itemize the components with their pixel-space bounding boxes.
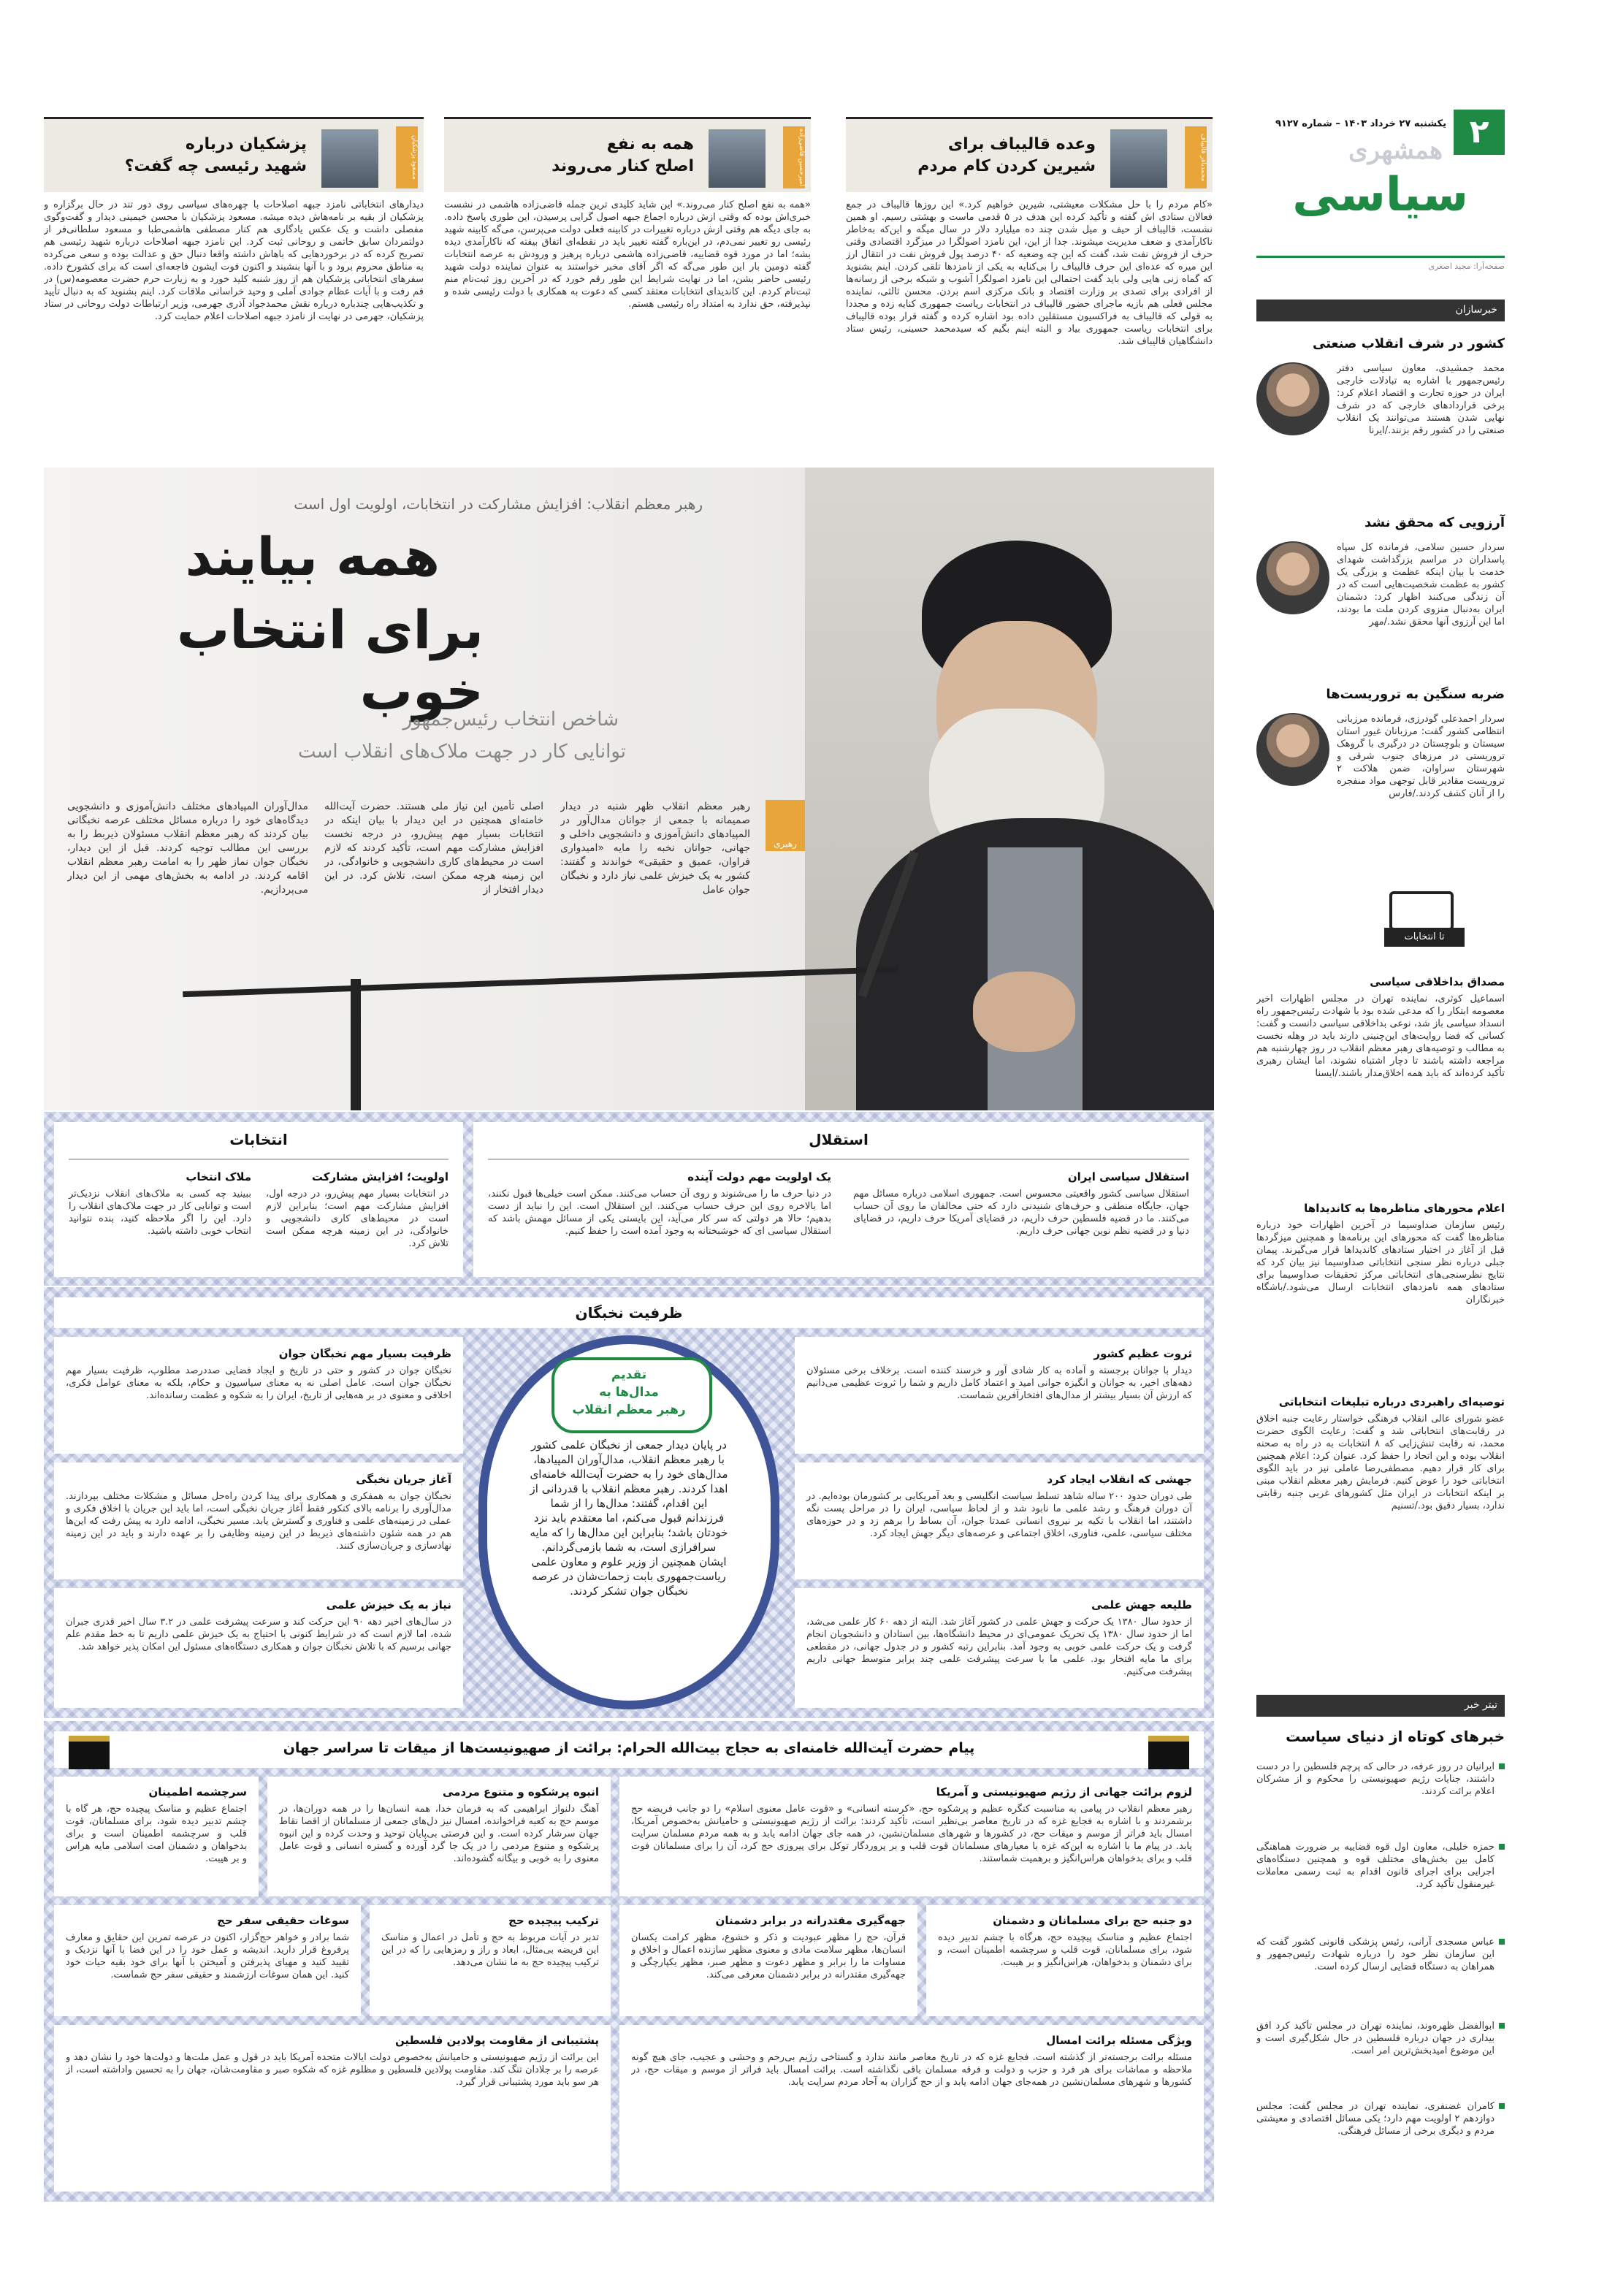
- elite-right-section-1: [795, 1337, 1204, 1454]
- elections-rule: [69, 1159, 448, 1160]
- election-item-body: رئیس سازمان صداوسیما در آخرین اظهارات خود درباره مناظره‌ها گفت که محورهای این برنامه‌ها و همچنین میزگردها قبل از آغاز در اختیار ستادهای کاندیداها قرار می‌گیرند. پیمان جبلی درباره نظر سنجی انتخاباتی صداوسیما نیز بیان کرد که نتایج نظرسنجی‌های انتخاباتی مرکز تحقیقات صداوسیما برای ستادهای همه نامزدهای انتخابات ارسال می‌شود./باشگاه خبرنگاران: [1256, 1220, 1505, 1305]
- feature-kicker: رهبر معظم انقلاب: افزایش مشارکت در انتخابات، اولویت اول است: [294, 495, 703, 513]
- medallion-body: در پایان دیدار جمعی از نخبگان علمی کشور با رهبر معظم انقلاب، مدال‌آوران المپیادها، مدال‌های خود را به حضرت آیت‌الله خامنه‌ای اهدا کردند. رهبر معظم انقلاب با قدردانی از این اقدام، گفتند: مدال‌ها را از شما فرزندانم قبول می‌کنم، اما معتقدم باید نزد خودتان باشد؛ بنابراین این مدال‌ها را که مایه سرافرازی است، به شما بازمی‌گردانم. ایشان همچنین از وزیر علوم و معاون علمی ریاست‌جمهوری بابت زحمات‌شان در عرصه نخبگان جوان تشکر کردند.: [530, 1438, 728, 1598]
- box-hajj-message: [44, 1721, 1214, 2202]
- medallion-title-line2: مدال‌ها به: [599, 1385, 659, 1400]
- section-title: سوغات حقیقی سفر حج: [217, 1914, 349, 1927]
- feature-headline-line1: همه بیایند: [185, 526, 440, 587]
- section-body: طی دوران حدود ۲۰۰ ساله شاهد تسلط سیاست انگلیسی و بعد آمریکایی بر کشورمان بوده‌ایم. در آن دوران فرهنگ و رشد علمی ما نابود شد و از لحاظ سیاسی، ایران را در مراحل پست نگه داشتند، اما انقلاب با تکیه بر نیروی انسانی عمدتا جوان، آن بساط را برهم زد و در حوزه‌های مختلف سیاسی، علمی، فناوری، اخلاق اجتماعی و عرصه‌های دیگر جهش ایجاد کرد.: [806, 1491, 1192, 1539]
- tweet-item-1: [1256, 1761, 1505, 1837]
- tweet-body: ایرانیان در روز عرفه، در حالی که پرچم فلسطین را در دست داشتند، جنایات رژیم صهیونیستی را محکوم و از مشرکان اعلام برائت کردند.: [1256, 1761, 1495, 1797]
- election-item-1: [1256, 975, 1505, 1194]
- section-body: نخبگان جوان در کشور و حتی در تاریخ و ایجاد فضایی صددرصد مطلوب، ظرفیت بسیار مهم نخبگان جوان است. عامل اصلی نه به معنای سیاسیون و حکام، بلکه به معنای عوامل فکری، اخلاقی و معنوی در بر هه‌هایی از تاریخ، ایران را به شکوه و عظمت رسانده‌اند.: [66, 1365, 451, 1401]
- independence-rule: [488, 1159, 1189, 1160]
- column-tag: محمدباقر قالیباف: [1185, 126, 1207, 188]
- section-title: ویژگی مسئله برائت امسال: [1046, 2034, 1192, 2047]
- elite-left-section-1: [54, 1337, 463, 1454]
- section-participation: [266, 1170, 448, 1250]
- section-selection-criteria: [69, 1170, 251, 1237]
- tweet-item-2: [1256, 1841, 1505, 1929]
- feature-body-col1: رهبر معظم انقلاب ظهر شنبه در دیدار صمیمانه با جمعی از جوانان مدال‌آور در المپیادهای دانش‌آموزی و دانشجویی داخلی و جهانی، جوانان نخبه را مایه «امیدواری فراوان، عمیق و حقیقی» خواندند و گفتند: کشور به یک خیزش علمی نیاز دارد و نخبگان جوان عامل: [560, 801, 750, 896]
- news-item-photo: [1256, 713, 1329, 786]
- election-badge: [1256, 884, 1505, 957]
- section-body: از حدود سال ۱۳۸۰ یک حرکت و جهش علمی در کشور آغاز شد. البته از دهه ۶۰ کار علمی می‌شد، اما از حدود سال ۱۳۸۰ یک تحریک عمومی‌ای در محیط دانشگاه‌ها، بین استادان و دانشجویان انجام گرفت و یک حرکت علمی خوبی به وجود آمد. بنابراین رتبه کشور و در جدول جهانی، در مقطعی برای ما مایه افتخار بود. علمی ما با سرعت پیشرفت علمی چند برابر متوسط جهانی داریم پیشرفت می‌کنیم.: [806, 1617, 1193, 1677]
- box-elections-independence: [44, 1112, 1214, 1286]
- section-body: آهنگ دلنواز ابراهیمی که به فرمان خدا، همه انسان‌ها را در همه دوران‌ها، در موسم حج به کعبه فراخوانده، امسال نیز دل‌های جمعی از مسلمانان از اقصا نقاط جهان سرشار کرده است. و این فرصتی بی‌پایان توحید و وحدت کرده و این انبوه پرشکوه و متنوع مردمی را در یک جا گرد آورده و گستره انسانی و قوت عامل معنوی را به خوبی و بیگانه گشوده‌اند.: [279, 1804, 599, 1864]
- medallion-title-line3: رهبر معظم انقلاب: [572, 1403, 686, 1417]
- box-elite-capacity: [44, 1287, 1214, 1718]
- independence-title: استقلال: [809, 1131, 869, 1148]
- section-content: [66, 1785, 247, 1891]
- section-title: طلیعه جهش علمی: [1091, 1598, 1192, 1612]
- editor-credit: صفحه‌آرا: مجید اصغری: [1428, 262, 1505, 271]
- section-body: اجتماع عظیم و مناسک پیچیده حج، هر گاه با چشم تدبیر دیده شود، برای مسلمانان، قوت قلب و سرچشمه اطمینان است و برای بدخواهان و دشمنان امت اسلامی مایه هراس و بر هیبت.: [66, 1804, 247, 1864]
- microphone-base: [351, 979, 361, 1110]
- bullet-icon: [1499, 2023, 1505, 2029]
- kaaba-icon: [69, 1736, 110, 1769]
- elite-title-bar: [54, 1297, 1204, 1328]
- section-content: [66, 1598, 451, 1653]
- news-item-photo: [1256, 541, 1329, 614]
- hajj-section-2: [267, 1777, 611, 1896]
- tweet-title: خبرهای کوتاه از دنیای سیاست: [1286, 1728, 1505, 1745]
- column-header: [444, 117, 811, 192]
- section-content: [806, 1473, 1192, 1540]
- tweet-header: [1256, 1695, 1505, 1717]
- section-title: لزوم برائت جهانی از رژیم صهیونیستی و آمریکا: [936, 1785, 1192, 1799]
- hajj-section-1: [619, 1777, 1204, 1896]
- column-body: دیدارهای انتخاباتی نامزد جبهه اصلاحات با چهره‌های سیاسی روی دور تند در حال برگزاره و پزشکیان از بقیه بر نامه‌هاش دیده میشه. مسعود پزشکیان با محسن خیمینی دیدار و گفت‌وگوی مفصلی داشت و یک عکس یادگاری هم کنار مصطفی هاشمی‌طبا و مسعود سلطانی‌فر از دولتمردان سابق خاتمی و روحانی ثبت کرد. این نامزد جبهه اصلاحات درباره شهید رئیسی هم تصریح کرده که در برخوردهایی که باهاش داشته واقعا دنبال حق و عدالت بوده و سعی می‌کرده به مناطق محروم برود و با آنها بنشیند و اکنون فوت ایشون فاجعه‌ای است که برای کشورخ داده. سفرهای انتخاباتی پزشکیان هم از روز شنبه کلید خورد و به زیارت حرم حضرت معصومه(س) در قم رفت و با آیات عظام جوادی آملی و وحید خراسانی ملاقات کرد. اینم بشنوید که به دنبال تأیید و تکذیب‌هایی چندباره درباره نقش محمدجواد آذری جهرمی، وزیر ارتباطات دولت روحانی در ستاد پزشکیان، جهرمی در نهایت از نامزد جبهه اصلاحات اعلام حمایت کرد.: [44, 199, 424, 322]
- election-item-title: مصداق بداخلاقی سیاسی: [1370, 975, 1505, 988]
- section-content: [279, 1785, 599, 1891]
- bullet-icon: [1499, 1939, 1505, 1945]
- section-body: رهبر معظم انقلاب در پیامی به مناسبت کنگره عظیم و پرشکوه حج، «کرسته انسانی» و «قوت عامل معنوی اسلام» را دو جانب فریضه حج برشمردند و با اشاره به فجایع غزه که در تاریخ معاصر بی‌نظیر است، تأکید کردند: برائت از رژیم صهیونیستی و حامیانش به‌خصوص آمریکا، امسال باید فراتر از موسم و میقات حج، در کشورها و شهرهای مسلمان‌نشین، در همه جای جهان ادامه یابد و به همه مردم مسلمان سرایت یابد. در پیام ما با اشاره به این‌که غزه با معیارهای مسلمانان قوت قلب و بر پروردگار توکل برای پیروزی حج کرد، آن را برای مسلمانان فوت قلب و برای بدخواهان هراس‌انگیز و برهمیت شماستند.: [631, 1804, 1192, 1864]
- elite-right-section-3: [795, 1588, 1204, 1708]
- section-content: [806, 1347, 1192, 1402]
- hajj-section-5: [619, 1905, 917, 2016]
- microphone-stand: [183, 966, 898, 997]
- elite-left-section-3: [54, 1588, 463, 1708]
- news-item-title: کشور در شرف انقلاب صنعتی: [1312, 336, 1505, 351]
- column-tag: مسعود پزشکیان: [396, 126, 418, 188]
- tweet-body: کامران غضنفری، نماینده تهران در مجلس گفت: مجلس دوازدهم ۲ اولویت مهم دارد؛ یکی مسائل اقتصادی و معیشتی مردم و دیگری برخی از مسائل فرهنگی.: [1256, 2101, 1495, 2137]
- election-item-2: [1256, 1202, 1505, 1384]
- section-body: در دنیا حرف ما را می‌شنوند و روی آن حساب می‌کنند. ممکن است خیلی‌ها قبول نکنند، اما بالاخره روی این حرف حساب می‌کنند. این استقلال است. این را نباید از دست بدهیم؛ حالا هر دولتی که سر کار می‌آید، این بایستی یکی از مسائل مهمش باشد که استقلال سیاسی ای که خوشبختانه به وجود آمده است را حفظ کنیم.: [488, 1189, 831, 1237]
- section-title: اولویت؛ افزایش مشارکت: [311, 1170, 448, 1183]
- kaaba-icon: [1148, 1736, 1189, 1769]
- section-title: ظرفیت بسیار مهم نخبگان جوان: [278, 1347, 451, 1360]
- feature-badge: رهبری: [766, 800, 805, 851]
- section-body: ببینید چه کسی به ملاک‌های انقلاب نزدیک‌تر است و توانایی کار در جهت ملاک‌های انقلاب را دارد. این را اگر ملاحظه کنید، بنده نتوانید انتخاب خوبی داشته باشید.: [69, 1189, 251, 1237]
- leader-photo: [805, 468, 1214, 1110]
- feature-article: [44, 468, 1214, 1110]
- tweet-body: ابوالفضل ظهره‌وند، نماینده تهران در مجلس تأکید کرد افق بیداری در جهان درباره فلسطین در حال شکل‌گیری است و این موضوع امیدبخش‌ترین امر است.: [1256, 2021, 1495, 2056]
- election-item-title: توصیه‌ای راهبردی درباره تبلیغات انتخاباتی: [1278, 1395, 1505, 1408]
- feature-sub-line1: شاخص انتخاب رئیس‌جمهور: [402, 709, 619, 731]
- column-title-line1: پزشکیان درباره: [185, 135, 307, 153]
- section-title: ترکیب پیچیده حج: [508, 1914, 599, 1927]
- section-body: قرآن، حج را مظهر عبودیت و ذکر و خشوع، مظهر کرامت یکسان انسان‌ها، مظهر سلامت مادی و معنوی مظهر سازنده اعمال و اخلاق و مساوات ما را برابر و مظهر دعوت و مظهر صبر، مظهر یکپارچگی و جهه‌گیری مقتدرانه در برابر دشمنان معرفی می‌کند.: [631, 1932, 906, 1980]
- elections-panel: [54, 1122, 463, 1277]
- section-title: جهه‌گیری مقتدرانه در برابر دشمنان: [715, 1914, 906, 1927]
- section-content: [938, 1914, 1192, 2008]
- portrait-photo: [321, 129, 378, 188]
- hajj-title-bar: [54, 1731, 1204, 1768]
- tweet-item-3: [1256, 1936, 1505, 2013]
- section-title: ثروت عظیم کشور: [1093, 1347, 1192, 1360]
- section-body: اجتماع عظیم و مناسک پیچیده حج، هرگاه با چشم تدبیر دیده شود، برای مسلمانان، قوت قلب و سرچشمه اطمینان است، و برای دشمنان و بدخواهان، هراس‌انگیز و بر هیبت.: [938, 1932, 1192, 1968]
- hajj-section-6: [370, 1905, 611, 2016]
- news-item-body: سردار حسین سلامی، فرمانده کل سپاه پاسداران در مراسم بزرگداشت شهدای خدمت با بیان اینکه عظمت و بزرگی یک کشور به عظمت شخصیت‌هایی است که در آن زندگی می‌کنند اظهار کرد: دشمنان ایران به‌دنبال منزوی کردن ملت ما بودند، اما این آرزوی آنها محقق نشد./مهر: [1337, 542, 1505, 628]
- news-item-photo: [1256, 362, 1329, 435]
- section-title: انبوه پرشکوه و متنوع مردمی: [442, 1785, 599, 1799]
- news-header: [1256, 300, 1505, 321]
- news-item-title: آرزویی که محقق نشد: [1364, 515, 1505, 530]
- tweet-item-4: [1256, 2020, 1505, 2093]
- tweet-header-label: تیتر خبر: [1464, 1699, 1497, 1711]
- election-item-3: [1256, 1395, 1505, 1629]
- top-column-2: [444, 117, 811, 416]
- section-content: [66, 1347, 451, 1402]
- section-content: [631, 2034, 1192, 2183]
- ballot-box-icon: [1389, 891, 1454, 931]
- tweet-body: عباس مسجدی آرانی، رئیس پزشکی قانونی کشور گفت که این سازمان نظر خود را درباره شهادت رئیس‌جمهور و همراهان به دستگاه قضایی ارسال کرده است.: [1256, 1937, 1495, 1972]
- column-title-line2: اصلح کنار می‌روند: [551, 157, 694, 175]
- section-future-priority: [488, 1170, 831, 1237]
- tweet-item-5: [1256, 2100, 1505, 2181]
- news-header-label: خبرسازان: [1455, 304, 1497, 316]
- election-badge-label: تا انتخابات: [1384, 928, 1465, 947]
- date-line: یکشنبه ۲۷ خرداد ۱۴۰۳ – شماره ۹۱۲۷: [1275, 118, 1446, 129]
- section-title: نیاز به یک خیزش علمی: [326, 1598, 451, 1612]
- section-body: تدبر در آیات مربوط به حج و تأمل در اعمال و مناسک این فریضه بی‌مثال، ابعاد و راز و رمزهایی را که در این ترکیب پیچیده حج به ما نشان می‌دهد.: [381, 1932, 599, 1968]
- section-body: نخبگان جوان به همفکری و همکاری برای پیدا کردن راه‌حل مسائل و مشکلات مختلف بپردازند. مدال‌آوری را برنامه بالای کنکور فقط آغاز جریان نخبگی است، اما باید این جریان با اخلاق فکری و عملی در زمینه‌های علمی و فناوری و گسترش یابد. مسیر نخبگی، ادامه دارد به پیش رفت که این‌ها هم در همه شئون داشته‌های ذیربط در این زمینه وظایفی را بر عهده دارند و باید در این زمینه نهادسازی و جریان‌سازی کنند.: [66, 1491, 451, 1552]
- top-column-3: [44, 117, 424, 416]
- hajj-section-3: [54, 1777, 259, 1896]
- news-item-title: ضربه سنگین به تروریست‌ها: [1326, 687, 1505, 702]
- section-title: استقلال سیاسی ایران: [1067, 1170, 1189, 1183]
- section-independence-iran: [853, 1170, 1189, 1237]
- section-content: [66, 1473, 451, 1552]
- section-body: در سال‌های اخیر دهه ۹۰ این حرکت کند و سرعت پیشرفت علمی در ۳.۲ سال اخیر قدری جبران شده، اما لازم است که در شرایط کنونی با احتیاج به یک خیزش علمی داریم تا به خط مقدم علم جهانی برسیم که با تلاش نخبگان جوان و همکاری دستگاه‌های مسئول این امکان پذیر خواهد شد.: [66, 1617, 451, 1652]
- hajj-section-9: [54, 2025, 611, 2192]
- section-content: [381, 1914, 599, 2008]
- column-tag: امیرحسین قاضی‌زاده: [783, 126, 805, 188]
- page-number: ۲: [1454, 110, 1505, 155]
- elite-title: ظرفیت نخبگان: [575, 1304, 683, 1321]
- column-header: [846, 117, 1213, 192]
- news-item-3: [1256, 687, 1505, 862]
- section-title: یک اولویت مهم دولت آینده: [687, 1170, 831, 1183]
- news-item-body: محمد جمشیدی، معاون سیاسی دفتر رئیس‌جمهور با اشاره به تبادلات خارجی ایران در حوزه تجارت و اقتصاد اعلام کرد: برخی قراردادهای خارجی که در شرف نهایی شدن هستند می‌توانند یک انقلاب صنعتی را در کشور رقم بزنند./ایرنا: [1337, 363, 1505, 436]
- column-title-line2: شیرین کردن کام مردم: [917, 157, 1096, 175]
- section-content: [631, 1785, 1192, 1891]
- section-title: دو جنبه حج برای مسلمانان و دشمنان: [993, 1914, 1192, 1927]
- feature-headline-line2: برای انتخاب خوب: [177, 599, 484, 722]
- election-item-body: اسماعیل کوثری، نماینده تهران در مجلس اظهارات اخیر معصومه ابتکار را که مدعی شده بود با شهادت رئیس‌جمهور راه انسداد سیاسی باز شد، نوعی بداخلاقی سیاسی دانست و گفت: کسانی که فضا روایت‌های این‌چنینی دارند باید در وهله نخست به مطالب و توصیه‌های رهبر معظم انقلاب در روز چهارشنبه هم مراجعه داشته باشند تا دچار اشتباه نشوند، اما ایشان رهبری تأکید کرده‌اند که باید همه اخلاق‌مدار باشند./ایسنا: [1256, 993, 1505, 1079]
- news-item-1: [1256, 336, 1505, 511]
- section-body: شما برادر و خواهر حج‌گزار، اکنون در عرصه تمرین این حقایق و معارف پرفروغ قرار دارید. اندیشه و عمل خود را در این فضا با آنها نزدیک و تقیید کنید و مهیای پذیرفتن و آمیختن با آنها برای خود بقیه حیات خود کنید. این همان سوغات ارزشمند و حقیقی سفر حج شماست.: [66, 1932, 349, 1980]
- section-content: [806, 1598, 1192, 1678]
- elite-right-section-2: [795, 1462, 1204, 1579]
- section-body: استقلال سیاسی کشور واقعیتی محسوس است. جمهوری اسلامی درباره مسائل مهم جهان، جایگاه منطقی و حرف‌های شنیدنی دارد که حتی مخالفان ما روی آن حساب می‌کنند. ما در قضیه فلسطین حرف داریم، در قضایای آمریکا حرف داریم، در قضایای دنیا و در قضیه نظم نوین جهانی حرف داریم.: [853, 1189, 1189, 1237]
- section-title: پشتیبانی از مقاومت پولادین فلسطین: [394, 2034, 599, 2047]
- tweet-body: حمزه خلیلی، معاون اول قوه قضاییه بر ضرورت هماهنگی کامل بین بخش‌های مختلف قوه و همچنین دستگاه‌های اجرایی برای اجرای قانون اقدام به ثبت رسمی معاملات غیرمنقول تأکید کرد.: [1256, 1842, 1495, 1890]
- elections-title: انتخابات: [229, 1131, 288, 1148]
- section-rule: [1256, 256, 1505, 258]
- column-header: [44, 117, 424, 192]
- independence-panel: [473, 1122, 1204, 1277]
- masthead: [1256, 110, 1505, 271]
- section-content: [66, 2034, 599, 2183]
- section-title: سرچشمه اطمینان: [148, 1785, 247, 1799]
- election-item-body: عضو شورای عالی انقلاب فرهنگی خواستار رعایت جنبه اخلاق در رقابت‌های انتخاباتی شد و گفت: رعایت الگوی حضرت محمد، نه رقابت تنش‌زایی که ۸ انتخابات به در راه به صحنه انقلاب بوده و این اتحاد را حفظ کرد. عنوان کرد: اعلام همچنین برای کار قرار دهیم. مصطفی‌رضا عاملی نیز در باید الگوی انتخاباتی خود را عوض کنیم. فرمایش رهبر معظم انقلاب مبنی بر اینکه انتخابات در ایران مثل کشورهای غربی جنبه رقابتی ندارد، بسیار دقیق بود./تسنیم: [1256, 1414, 1505, 1511]
- section-body: این برائت از رژیم صهیونیستی و حامیانش به‌خصوص دولت ایالات متحده آمریکا باید در قول و عمل ملت‌ها و دولت‌ها خود را نشان دهد و عرصه را بر جلادان تنگ کند. مقاومت پولادین فلسطین و مظلوم غزه که شکوه صبر و مقاومت‌شان، جهان را به تحسین واداشته است، از هر سو باید مورد پشتیبانی قرار گیرد.: [66, 2052, 599, 2088]
- section-title: ملاک انتخاب: [186, 1170, 251, 1183]
- section-title: سیاسی: [1292, 168, 1468, 222]
- medal-medallion: [478, 1335, 779, 1709]
- section-body: دیدار با جوانان برجسته و آماده به کار شادی آور و خرسند کننده است. برخلاف برخی مسئولان دهه‌های اخیر، به جوانان و انگیزه جوانی امید و اعتماد کامل داریم و شما را ثروت عظیمی می‌دانیم که ارزش آن بسیار بیشتر از مدال‌های افتخارآفرین شماست.: [806, 1365, 1192, 1401]
- hajj-section-7: [54, 1905, 361, 2016]
- news-item-2: [1256, 515, 1505, 683]
- medallion-title-line1: تقدیم: [611, 1368, 647, 1382]
- elite-left-section-2: [54, 1462, 463, 1579]
- section-title: جهشی که انقلاب ایجاد کرد: [1047, 1473, 1192, 1486]
- section-body: در انتخابات بسیار مهم پیش‌رو، در درجه اول، افزایش مشارکت مهم است؛ بنابراین لازم است در محیط‌های کاری دانشجویی و خانوادگی، در این زمینه هرچه ممکن است تلاش کرد.: [266, 1189, 448, 1249]
- sidebar: [1256, 300, 1505, 2202]
- portrait-photo: [709, 129, 766, 188]
- bullet-icon: [1499, 1763, 1505, 1769]
- hajj-title: پیام حضرت آیت‌الله خامنه‌ای به حجاج بیت‌الله الحرام: برائت از صهیونیست‌ها از میقات تا سراسر جهان: [283, 1740, 975, 1756]
- section-content: [66, 1914, 349, 2008]
- paper-name: همشهری: [1348, 136, 1443, 165]
- portrait-photo: [1110, 129, 1167, 188]
- feature-sub-line2: توانایی کار در جهت ملاک‌های انقلاب است: [298, 741, 626, 763]
- hand-shape: [973, 972, 1075, 1052]
- bullet-icon: [1499, 2103, 1505, 2109]
- column-body: «کام مردم را با حل مشکلات معیشتی، شیرین خواهیم کرد.» این روزها قالیباف در جمع فعالان ستادی اش گفته و تأکید کرده این هدف در ۵ قدمی ماست و بهشتی رسیم. او همین نشست، قالیباف از حیف و میل شدن چند ده میلیارد دلار در سال میگه و این‌که به‌خاطر ناکارآمدی و ضعف مدیریت میشوند. جدا از این، این نامزد اصولگرا در میزگرد اقتصادی وقتی حرف از فروش نفت شد، گفت که این چه وضعیه که ۴۰ درصد پول فروش نفت در انتقال ارز این میره که عده‌ای این حرف قالیباف را بی‌کنایه به یکی از نامزدها تلقی کردن. اینم بشنوید که گماه زنی هایی ولی باید گفت احتمالی این نامزد اصولگرا آشوب و شبکه برخی از رسانه‌ها از افرادی برای تصدی بر وزارت اقتصاد و بانک مرکزی اسم بردن. محسن ثالثی، نماینده مجلس فعلی هم بازیه ماجرای حضور قالیباف در انتخابات ریاست جمهوری کنایه زده و مجددا به قولی که قالیباف به فراکسیون مستقلین داده بود اشاره کرده و گفته قرار بوده قالیباف برای انتخابات ریاست جمهوری بیاد و البته اینم بگیم که سیدمحمد حسینی، رئیس ستاد دانشگاهیان قالیباف شد.: [846, 199, 1213, 347]
- hajj-section-8: [619, 2025, 1204, 2192]
- column-body: «همه به نفع اصلح کنار می‌روند.» این شاید کلیدی ترین جمله قاضی‌زاده هاشمی در نشست خبری‌اش بوده که وقتی ازش درباره اجماع جبهه اصول گرایی پرسیدن، این طوری پاسخ داده. به جای دیگه هم وقتی ازش درباره تغییرات در کابینه فعلی دولت می‌پرسن، می‌گه کابینه شهید رئیسی رو تغییر نمی‌دم، در این‌باره گفته تغییر باید در نقطه‌ای اتفاق بیفته که ناکارآمدی دیده بشه؛ اما در مورد قوه قضاییه، قاضی‌زاده هاشمی درباره پرهیز و ورودش به عرصه انتخابات گفته دومین بار این طور می‌گه که اگر آقای مخبر خواستند به عنوان نماینده دولت شهید رئیسی حاضر بشن، اما در نهایت شرایط این طور رقم خورد که در آخرین روز ثبت‌نام منم ثبت‌نام کردم. این کاندیدای انتخابات معتقد کسی که دعوت به همکاری با دولت رئیسی شده و نپذیرفته، حق ندارد به امتداد راه رئیسی هستم.: [444, 199, 811, 310]
- section-content: [631, 1914, 906, 2008]
- top-column-1: [846, 117, 1213, 416]
- feature-body-col3: مدال‌آوران المپیادهای مختلف دانش‌آموزی و دانشجویی دیدگاه‌های خود را درباره مسائل مختلف عرصه نخبگانی بیان کردند که رهبر معظم انقلاب مسئولان ذیربط را به بررسی این مطالب توجیه کردند. قبل از این دیدار، نخبگان جوان نماز ظهر را به امامت رهبر معظم انقلاب اقامه کردند. در ادامه به بخش‌های مهمی از این دیدار می‌پردازیم.: [67, 801, 308, 896]
- column-title-line2: شهید رئیسی چه گفت؟: [124, 157, 307, 175]
- election-item-title: اعلام محورهای مناظره‌ها به کاندیداها: [1304, 1202, 1505, 1215]
- news-item-body: سردار احمدعلی گودرزی، فرمانده مرزبانی انتظامی کشور گفت: مرزبانان غیور استان سیستان و بلوچستان در درگیری با گروهک تروریستی در مرزهای جنوب شرقی و شهرستان سراوان، ضمن هلاکت ۲ تروریست مقادیر قابل توجهی مواد منفجره را از آنان کشف کردند./فارس: [1337, 714, 1505, 799]
- bullet-icon: [1499, 1844, 1505, 1850]
- hajj-section-4: [926, 1905, 1204, 2016]
- section-body: مسئله برائت برجسته‌تر از گذشته است. فجایع غزه که در تاریخ معاصر مانند ندارد و گستاخی رژیم بی‌رحم و وحشی و عجیب، جای هیچ گونه ملاحظه و مماشات برای هر فرد و حزب و دولت و فرقه مسلمان باقی نگذاشته است. برائت امسال باید فراتر از موسم و میقات حج، در کشورها و شهرهای مسلمان‌نشین در همه‌جای جهان ادامه یابد و از حج گزاران به آحاد مردم سرایت یابد.: [631, 2052, 1192, 2088]
- feature-body-col2: اصلی تأمین این نیاز ملی هستند. حضرت آیت‌الله خامنه‌ای همچنین در این دیدار با بیان اینکه در انتخابات بسیار مهم پیش‌رو، در درجه نخست افزایش مشارکت مهم است، تأکید کردند که لازم است در محیط‌های کاری دانشجویی و خانوادگی، در این زمینه هرچه ممکن است، تلاش کرد. در این دیدار افتخار از: [324, 801, 543, 896]
- column-title-line1: همه به نفع: [606, 135, 694, 153]
- column-title-line1: وعده قالیباف برای: [947, 135, 1096, 153]
- section-title: آغاز جریان نخبگی: [356, 1473, 451, 1486]
